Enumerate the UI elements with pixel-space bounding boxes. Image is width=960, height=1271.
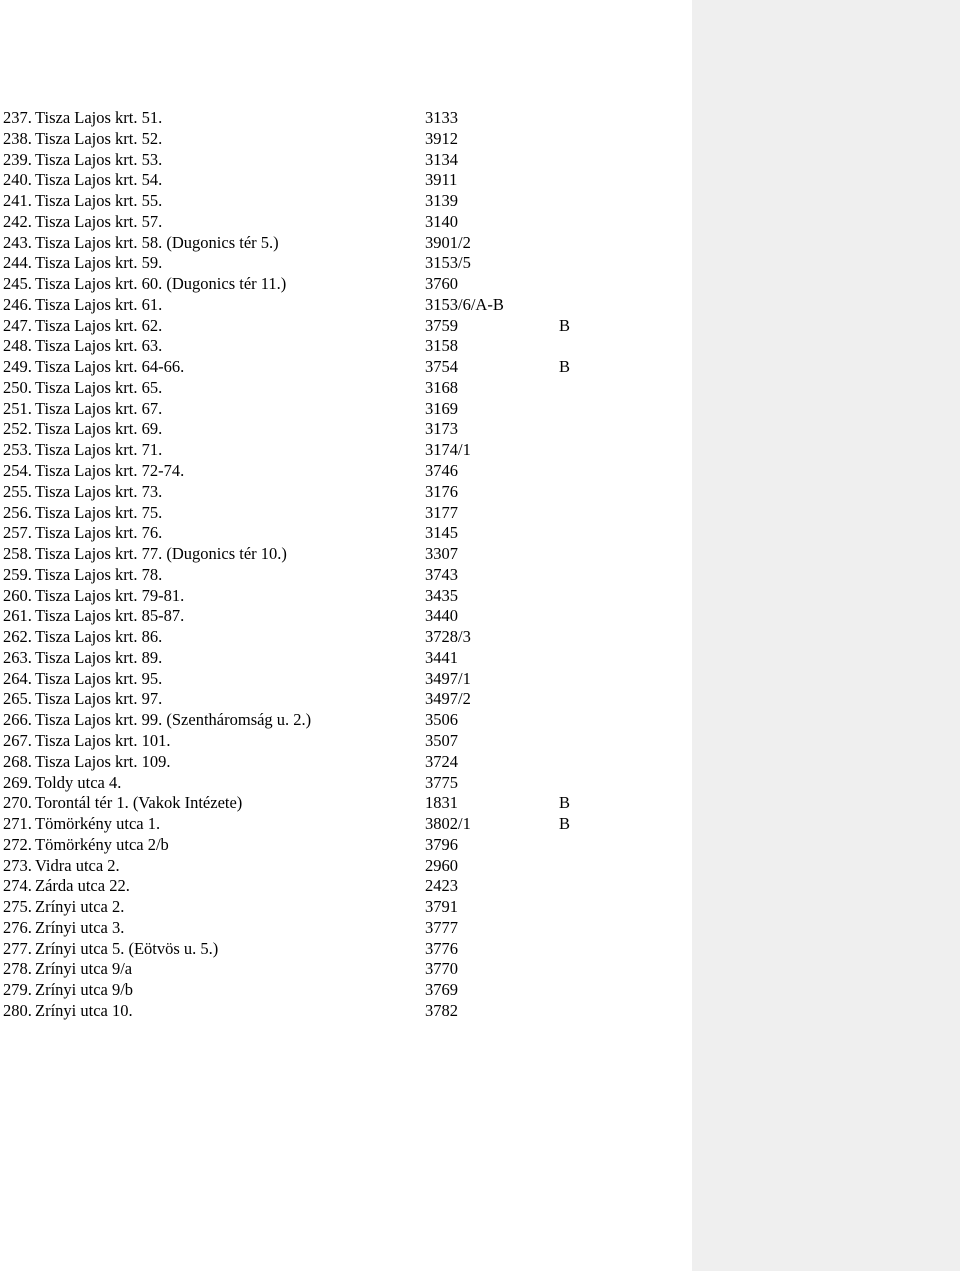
entry-number: 263.: [3, 647, 32, 667]
list-item: [3, 419, 643, 440]
entry-number: 261.: [3, 606, 32, 626]
entry-number: 237.: [3, 108, 32, 127]
entry-address: Tisza Lajos krt. 77. (Dugonics tér 10.): [35, 544, 287, 564]
entry-lot-number: 3441: [425, 647, 458, 667]
entry-lot-number: 3153/5: [425, 253, 471, 273]
entry-lot-number: 3168: [425, 377, 458, 397]
entry-address: Tisza Lajos krt. 60. (Dugonics tér 11.): [35, 274, 287, 294]
entry-address: Tisza Lajos krt. 78.: [35, 564, 163, 584]
entry-address: Tisza Lajos krt. 65.: [35, 377, 163, 397]
entry-lot-number: 3775: [425, 772, 458, 792]
entry-address: Zrínyi utca 10.: [35, 1000, 133, 1020]
entry-lot-number: 3782: [425, 1000, 458, 1020]
list-item: [3, 357, 643, 378]
entry-address: Tisza Lajos krt. 95.: [35, 668, 163, 688]
entry-lot-number: 3435: [425, 585, 458, 605]
list-item: [3, 212, 643, 233]
list-item: [3, 731, 643, 752]
entry-lot-number: 3174/1: [425, 440, 471, 460]
list-item: [3, 710, 643, 731]
entry-lot-number: 3769: [425, 980, 458, 1000]
list-item: [3, 253, 643, 274]
entry-lot-number: 3901/2: [425, 232, 471, 252]
entry-number: 257.: [3, 523, 32, 543]
entry-lot-number: 3754: [425, 357, 458, 377]
list-item: [3, 1001, 643, 1022]
entry-number: 272.: [3, 834, 32, 854]
entry-number: 259.: [3, 564, 32, 584]
entry-address: Tisza Lajos krt. 86.: [35, 627, 163, 647]
entry-address: Tisza Lajos krt. 69.: [35, 419, 163, 439]
entry-flag: B: [559, 315, 571, 335]
entry-lot-number: 2960: [425, 855, 458, 875]
entry-address: Zárda utca 22.: [35, 876, 130, 896]
entry-number: 254.: [3, 461, 32, 481]
comment-margin-pane: [692, 0, 960, 1271]
entry-number: 265.: [3, 689, 32, 709]
list-item: [3, 793, 643, 814]
entry-lot-number: 3507: [425, 730, 458, 750]
entry-lot-number: 3506: [425, 710, 458, 730]
entry-address: Tisza Lajos krt. 55.: [35, 191, 163, 211]
entry-number: 269.: [3, 772, 32, 792]
entry-number: 253.: [3, 440, 32, 460]
list-item: [3, 897, 643, 918]
list-item: [3, 959, 643, 980]
entry-number: 275.: [3, 897, 32, 917]
list-item: [3, 378, 643, 399]
entry-flag: B: [559, 357, 571, 377]
list-item: [3, 856, 643, 877]
list-item: [3, 876, 643, 897]
entry-lot-number: 3133: [425, 108, 458, 127]
entry-number: 241.: [3, 191, 32, 211]
entry-lot-number: 3145: [425, 523, 458, 543]
list-item: [3, 752, 643, 773]
entry-lot-number: 3139: [425, 191, 458, 211]
entry-number: 250.: [3, 377, 32, 397]
entry-number: 280.: [3, 1000, 32, 1020]
entry-address: Tisza Lajos krt. 76.: [35, 523, 163, 543]
entry-lot-number: 3134: [425, 149, 458, 169]
entry-number: 258.: [3, 544, 32, 564]
entry-address: Tisza Lajos krt. 51.: [35, 108, 163, 127]
entry-lot-number: 1831: [425, 793, 458, 813]
entry-address: Tisza Lajos krt. 64-66.: [35, 357, 185, 377]
entry-lot-number: 3802/1: [425, 814, 471, 834]
entry-lot-number: 3176: [425, 481, 458, 501]
entry-address: Zrínyi utca 9/a: [35, 959, 133, 979]
entry-lot-number: 3724: [425, 751, 458, 771]
entry-number: 262.: [3, 627, 32, 647]
entry-address: Tisza Lajos krt. 85-87.: [35, 606, 185, 626]
list-item: [3, 648, 643, 669]
entry-lot-number: 3140: [425, 211, 458, 231]
entry-address: Tisza Lajos krt. 101.: [35, 730, 171, 750]
entry-lot-number: 2423: [425, 876, 458, 896]
entry-number: 256.: [3, 502, 32, 522]
list-item: [3, 316, 643, 337]
list-item: [3, 461, 643, 482]
entry-address: Tisza Lajos krt. 109.: [35, 751, 171, 771]
entry-number: 271.: [3, 814, 32, 834]
list-item: [3, 565, 643, 586]
entry-lot-number: 3746: [425, 461, 458, 481]
entry-number: 279.: [3, 980, 32, 1000]
entry-address: Tisza Lajos krt. 75.: [35, 502, 163, 522]
entry-address: Zrínyi utca 5. (Eötvös u. 5.): [35, 938, 219, 958]
entry-address: Tisza Lajos krt. 63.: [35, 336, 163, 356]
entry-number: 247.: [3, 315, 32, 335]
list-item: [3, 170, 643, 191]
entry-lot-number: 3153/6/A-B: [425, 294, 504, 314]
entry-address: Tömörkény utca 2/b: [35, 834, 169, 854]
entry-address: Vidra utca 2.: [35, 855, 120, 875]
entry-number: 243.: [3, 232, 32, 252]
entry-lot-number: 3791: [425, 897, 458, 917]
entry-lot-number: 3497/1: [425, 668, 471, 688]
entry-flag: B: [559, 793, 571, 813]
entry-address: Tisza Lajos krt. 59.: [35, 253, 163, 273]
list-item: [3, 399, 643, 420]
entry-number: 239.: [3, 149, 32, 169]
entry-number: 255.: [3, 481, 32, 501]
list-item: [3, 814, 643, 835]
entry-lot-number: 3158: [425, 336, 458, 356]
entry-number: 244.: [3, 253, 32, 273]
entry-address: Tisza Lajos krt. 97.: [35, 689, 163, 709]
entry-address: Tisza Lajos krt. 89.: [35, 647, 163, 667]
list-item: [3, 627, 643, 648]
entry-address: Tisza Lajos krt. 73.: [35, 481, 163, 501]
list-item: [3, 980, 643, 1001]
list-item: [3, 544, 643, 565]
entry-number: 267.: [3, 730, 32, 750]
list-item: [3, 835, 643, 856]
list-item: [3, 295, 643, 316]
entry-lot-number: 3307: [425, 544, 458, 564]
list-item: [3, 233, 643, 254]
entry-lot-number: 3169: [425, 398, 458, 418]
entry-number: 252.: [3, 419, 32, 439]
list-item: [3, 440, 643, 461]
list-item: [3, 150, 643, 171]
entry-number: 264.: [3, 668, 32, 688]
list-item: [3, 586, 643, 607]
entry-number: 278.: [3, 959, 32, 979]
list-item: [3, 523, 643, 544]
entry-number: 242.: [3, 211, 32, 231]
list-item: [3, 773, 643, 794]
list-item: [3, 274, 643, 295]
list-item: [3, 482, 643, 503]
address-listing: [3, 108, 643, 1022]
entry-number: 270.: [3, 793, 32, 813]
entry-lot-number: 3177: [425, 502, 458, 522]
list-item: [3, 336, 643, 357]
entry-address: Tisza Lajos krt. 58. (Dugonics tér 5.): [35, 232, 279, 252]
entry-lot-number: 3912: [425, 128, 458, 148]
entry-number: 266.: [3, 710, 32, 730]
list-item: [3, 689, 643, 710]
entry-lot-number: 3743: [425, 564, 458, 584]
entry-address: Torontál tér 1. (Vakok Intézete): [35, 793, 243, 813]
entry-address: Zrínyi utca 9/b: [35, 980, 134, 1000]
entry-number: 246.: [3, 294, 32, 314]
list-item: [3, 108, 643, 129]
list-item: [3, 606, 643, 627]
entry-lot-number: 3497/2: [425, 689, 471, 709]
entry-lot-number: 3728/3: [425, 627, 471, 647]
entry-number: 274.: [3, 876, 32, 896]
entry-number: 245.: [3, 274, 32, 294]
entry-lot-number: 3173: [425, 419, 458, 439]
entry-lot-number: 3440: [425, 606, 458, 626]
entry-number: 248.: [3, 336, 32, 356]
entry-number: 277.: [3, 938, 32, 958]
list-item: [3, 503, 643, 524]
entry-lot-number: 3776: [425, 938, 458, 958]
entry-number: 273.: [3, 855, 32, 875]
entry-number: 251.: [3, 398, 32, 418]
list-item: [3, 191, 643, 212]
list-item: [3, 918, 643, 939]
list-item: [3, 129, 643, 150]
entry-address: Tisza Lajos krt. 67.: [35, 398, 163, 418]
entry-address: Tisza Lajos krt. 53.: [35, 149, 163, 169]
entry-address: Tisza Lajos krt. 54.: [35, 170, 163, 190]
entry-address: Tisza Lajos krt. 52.: [35, 128, 163, 148]
entry-address: Tisza Lajos krt. 62.: [35, 315, 163, 335]
entry-lot-number: 3777: [425, 917, 458, 937]
entry-lot-number: 3760: [425, 274, 458, 294]
entry-address: Zrínyi utca 3.: [35, 917, 125, 937]
entry-address: Zrínyi utca 2.: [35, 897, 125, 917]
entry-lot-number: 3796: [425, 834, 458, 854]
entry-flag: B: [559, 814, 571, 834]
entry-number: 268.: [3, 751, 32, 771]
entry-address: Toldy utca 4.: [35, 772, 122, 792]
entry-address: Tisza Lajos krt. 99. (Szentháromság u. 2.): [35, 710, 312, 730]
entry-lot-number: 3770: [425, 959, 458, 979]
entry-number: 276.: [3, 917, 32, 937]
list-item: [3, 939, 643, 960]
entry-number: 249.: [3, 357, 32, 377]
entry-address: Tisza Lajos krt. 79-81.: [35, 585, 185, 605]
list-item: [3, 669, 643, 690]
entry-number: 240.: [3, 170, 32, 190]
entry-address: Tömörkény utca 1.: [35, 814, 161, 834]
entry-number: 260.: [3, 585, 32, 605]
entry-address: Tisza Lajos krt. 57.: [35, 211, 163, 231]
entry-address: Tisza Lajos krt. 71.: [35, 440, 163, 460]
entry-address: Tisza Lajos krt. 61.: [35, 294, 163, 314]
entry-address: Tisza Lajos krt. 72-74.: [35, 461, 185, 481]
entry-lot-number: 3911: [425, 170, 458, 190]
entry-lot-number: 3759: [425, 315, 458, 335]
entry-number: 238.: [3, 128, 32, 148]
